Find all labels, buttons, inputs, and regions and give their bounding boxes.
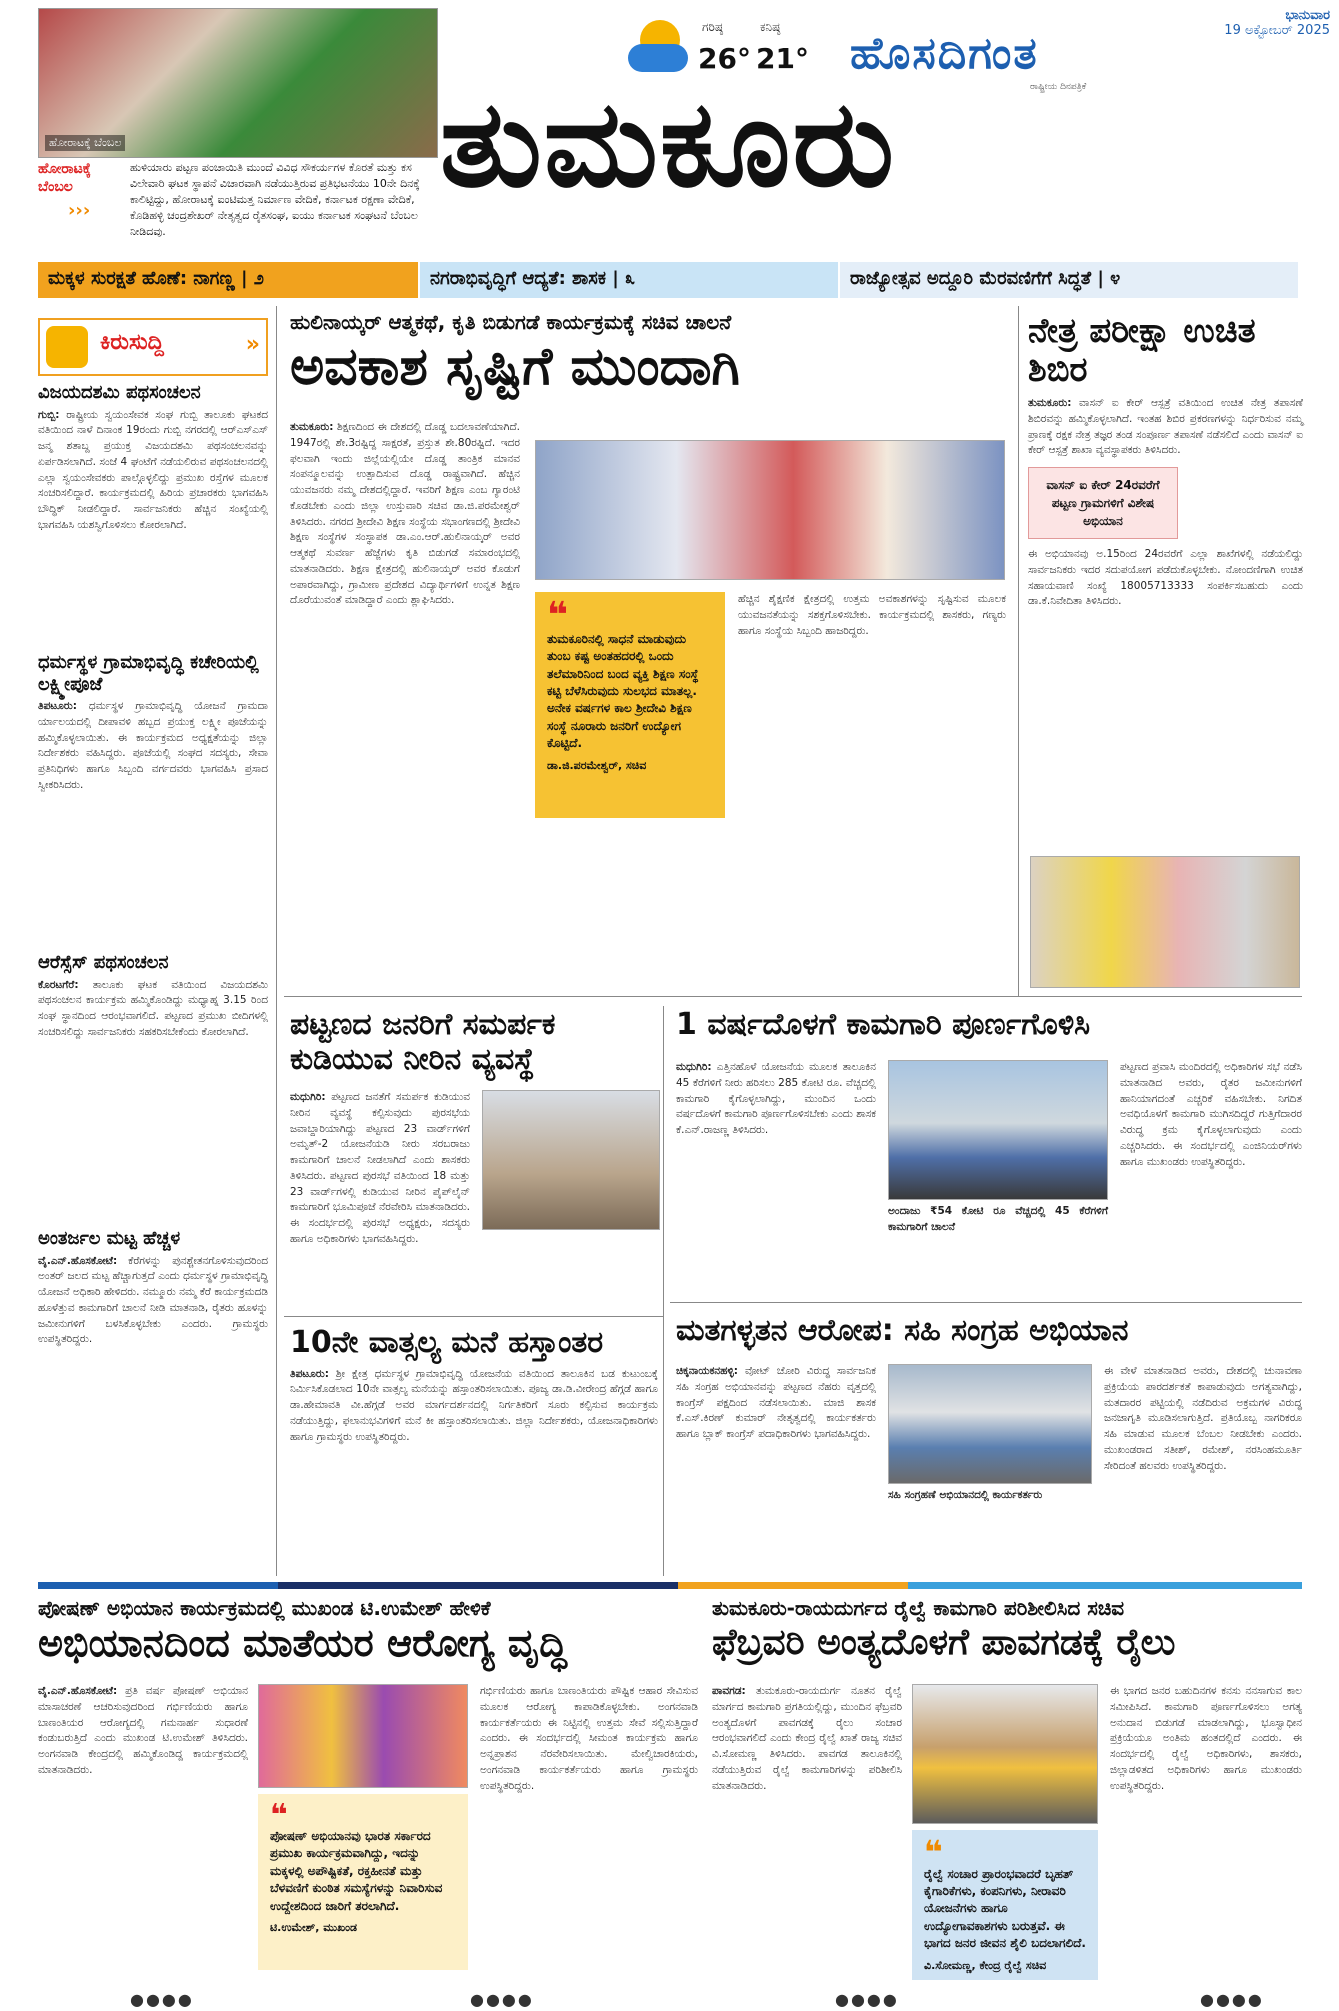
eye-photo (1030, 856, 1300, 988)
rail-kicker: ತುಮಕೂರು-ರಾಯದುರ್ಗದ ರೈಲ್ವೆ ಕಾಮಗಾರಿ ಪರಿಶೀಲಿಸಿದ ಸಚಿವ (712, 1596, 1125, 1620)
rail-photo (912, 1684, 1098, 1824)
divider-bar (678, 1582, 908, 1589)
brief-dateline: ತಿಪಟೂರು: (38, 700, 77, 713)
section-rule (284, 996, 1302, 997)
index-strip (38, 262, 1300, 298)
works-dateline: ಮಧುಗಿರಿ: (676, 1061, 712, 1073)
kiru-suddi-banner (38, 318, 268, 376)
brief-3 (38, 952, 268, 1041)
eye-text-1: ವಾಸನ್ ಐ ಕೇರ್ ಆಸ್ಪತ್ರೆ ವತಿಯಿಂದ ಉಚಿತ ನೇತ್ರ ತಪಾಸಣೆ ಶಿಬಿರವನ್ನು ಹಮ್ಮಿಕೊಳ್ಳಲಾಗಿದೆ. ಇಂತಹ ಶಿಬಿರ ಪ್ರಕರಣಗಳನ್ನು ನಿರ್ಧರಿಸುವ ನಮ್ಮ ಪ್ರಾಣಕ್ಕೆ ರಕ್ಷಕ ನೇತ್ರ ತಜ್ಞರ ತಂಡ ಸಂಪೂರ್ಣ ತಪಾಸಣೆ ನಡೆಸಲಿದೆ ಎಂದು ವಾಸನ್ ಐ ಕೇರ್ ಆಸ್ಪತ್ರೆ ಶಾಖಾ ವ್ಯವಸ್ಥಾಪಕರು ತಿಳಿಸಿದರು. (1028, 397, 1304, 457)
rail-dateline: ಪಾವಗಡ: (712, 1685, 746, 1697)
works-col-1 (676, 1060, 876, 1139)
rail-text-1: ತುಮಕೂರು-ರಾಯದುರ್ಗ ನೂತನ ರೈಲ್ವೆ ಮಾರ್ಗದ ಕಾಮಗಾರಿ ಪ್ರಗತಿಯಲ್ಲಿದ್ದು, ಮುಂದಿನ ಫೆಬ್ರವರಿ ಅಂತ್ಯದೊಳಗೆ ಪಾವಗಡಕ್ಕೆ ರೈಲು ಸಂಚಾರ ಆರಂಭವಾಗಲಿದೆ ಎಂದು ಕೇಂದ್ರ ರೈಲ್ವೆ ಖಾತೆ ರಾಜ್ಯ ಸಚಿವ ವಿ.ಸೋಮಣ್ಣ ತಿಳಿಸಿದರು. ಪಾವಗಡ ತಾಲೂಕಿನಲ್ಲಿ ನಡೆಯುತ್ತಿರುವ ರೈಲ್ವೆ ಕಾಮಗಾರಿಗಳನ್ನು ಪರಿಶೀಲಿಸಿ ಮಾತನಾಡಿದರು. (712, 1685, 903, 1792)
max-temp: 26° (698, 42, 751, 75)
works-col-3 (1120, 1060, 1302, 1170)
cloud-icon (628, 44, 688, 72)
index-item-2[interactable]: ನಗರಾಭಿವೃದ್ಧಿಗೆ ಆದ್ಯತೆ: ಶಾಸಕ | ೩ (420, 262, 840, 298)
quote-mark-icon: ❝ (924, 1833, 943, 1871)
poshan-photo (258, 1684, 468, 1788)
lead-quote-author: ಡಾ.ಜಿ.ಪರಮೇಶ್ವರ್, ಸಚಿವ (547, 758, 647, 772)
divider-bar (908, 1582, 1302, 1589)
quote-mark-icon: ❝ (547, 595, 569, 636)
teaser-text: ಹುಳಿಯಾರು ಪಟ್ಟಣ ಪಂಚಾಯಿತಿ ಮುಂದೆ ವಿವಿಧ ಸೌಕರ್ಯಗಳ ಕೊರತೆ ಮತ್ತು ಕಸ ವಿಲೇವಾರಿ ಘಟಕ ಸ್ಥಾಪನೆ ವಿಚಾರವಾಗಿ ನಡೆಯುತ್ತಿರುವ ಪ್ರತಿಭಟನೆಯು 10ನೇ ದಿನಕ್ಕೆ ಕಾಲಿಟ್ಟಿದ್ದು, ಹೋರಾಟಕ್ಕೆ ಐಂಟಿಮತ್ತ ನಿರ್ಮಾಣ ವೇದಿಕೆ, ಕರ್ನಾಟಕ ರಕ್ಷಣಾ ವೇದಿಕೆ, ಕೊಡಿಹಳ್ಳಿ ಚಂದ್ರಶೇಖರ್ ನೇತೃತ್ವದ ರೈತಸಂಘ, ಐಯು ಕರ್ನಾಟಕ ಸಂಘಟನೆ ಬೆಂಬಲ ನೀಡಿದವು. (130, 161, 420, 238)
lead-kicker: ಹುಲಿನಾಯ್ಕರ್ ಆತ್ಮಕಥೆ, ಕೃತಿ ಬಿಡುಗಡೆ ಕಾರ್ಯಕ್ರಮಕ್ಕೆ ಸಚಿವ ಚಾಲನೆ (290, 310, 732, 334)
max-temp-label: ಗರಿಷ್ಠ (702, 20, 723, 34)
lead-text-2: ನಗರದ ಶ್ರೀದೇವಿ ಶಿಕ್ಷಣ ಸಂಸ್ಥೆಯ ಸಭಾಂಗಣದಲ್ಲಿ ಶ್ರೀದೇವಿ ಶಿಕ್ಷಣ ಸಂಸ್ಥೆಗಳ ಸಂಸ್ಥಾಪಕ ಡಾ.ಎಂ.ಆರ್.ಹುಲಿನಾಯ್ಕರ್ ಅವರ ಆತ್ಮಕಥೆ ಸುವರ್ಣ ಹೆಜ್ಜೆಗಳು ಕೃತಿ ಬಿಡುಗಡೆ ಸಮಾರಂಭದಲ್ಲಿ ಮಾತನಾಡಿದರು. ಶಿಕ್ಷಣ ಕ್ಷೇತ್ರದಲ್ಲಿ ಹುಲಿನಾಯ್ಕರ್ ಅವರ ಕೊಡುಗೆ ಅಪಾರವಾಗಿದ್ದು, ಗ್ರಾಮೀಣ ಪ್ರದೇಶದ ವಿದ್ಯಾರ್ಥಿಗಳಿಗೆ ಉನ್ನತ ಶಿಕ್ಷಣ ದೊರೆಯುವಂತೆ ಮಾಡಿದ್ದಾರೆ ಎಂದು ಶ್ಲಾಘಿಸಿದರು. (290, 515, 520, 607)
vote-caption: ಸಹಿ ಸಂಗ್ರಹಣೆ ಅಭಿಯಾನದಲ್ಲಿ ಕಾರ್ಯಕರ್ತರು (888, 1489, 1043, 1501)
weekday: ಭಾನುವಾರ (1285, 8, 1330, 23)
kiru-suffix: ಸುದ್ದಿ (128, 330, 164, 355)
rail-quote-author: ವಿ.ಸೋಮಣ್ಣ, ಕೇಂದ್ರ ರೈಲ್ವೆ ಸಚಿವ (924, 1958, 1047, 1972)
vote-text-1: ವೋಟ್ ಚೋರಿ ವಿರುದ್ಧ ಸಾರ್ವಜನಿಕ ಸಹಿ ಸಂಗ್ರಹ ಅಭಿಯಾನವನ್ನು ಪಟ್ಟಣದ ನೆಹರು ವೃತ್ತದಲ್ಲಿ ಕಾಂಗ್ರೆಸ್ ಪಕ್ಷದಿಂದ ನಡೆಸಲಾಯಿತು. ಮಾಜಿ ಶಾಸಕ ಕೆ.ಎಸ್.ಕಿರಣ್ ಕುಮಾರ್ ನೇತೃತ್ವದಲ್ಲಿ ಕಾರ್ಯಕರ್ತರು ಹಾಗೂ ಬ್ಲಾಕ್ ಕಾಂಗ್ರೆಸ್ ಪದಾಧಿಕಾರಿಗಳು ಭಾಗವಹಿಸಿದ್ದರು. (676, 1365, 877, 1440)
vote-col-3 (1104, 1364, 1302, 1474)
lead-quote (535, 592, 725, 818)
water-headline: ಪಟ್ಟಣದ ಜನರಿಗೆ ಸಮರ್ಪಕ ಕುಡಿಯುವ ನೀರಿನ ವ್ಯವಸ್ಥೆ (290, 1007, 556, 1077)
brief-text: ರಾಷ್ಟ್ರೀಯ ಸ್ವಯಂಸೇವಕ ಸಂಘ ಗುಬ್ಬಿ ತಾಲೂಕು ಘಟಕದ ವತಿಯಿಂದ ನಾಳೆ ದಿನಾಂಕ 19ರಂದು ಗುಬ್ಬಿ ನಗರದಲ್ಲಿ ಆರ್‌ಎಸ್‌ಎಸ್ ಜನ್ಮ ಶತಾಬ್ದ ಪ್ರಯುಕ್ತ ವಿಜಯದಶಮಿ ಪಥಸಂಚಲನವನ್ನು ಏರ್ಪಡಿಸಲಾಗಿದೆ. ಸಂಜೆ 4 ಘಂಟೆಗೆ ನಡೆಯಲಿರುವ ಪಥಸಂಚಲನದಲ್ಲಿ ಎಲ್ಲಾ ಸ್ವಯಂಸೇವಕರು ಪಾಲ್ಗೊಳ್ಳಲಿದ್ದು ಪ್ರಮುಖ ರಸ್ತೆಗಳ ಮೂಲಕ ಸಂಚರಿಸಲಿದ್ದಾರೆ. ಕಾರ್ಯಕ್ರಮದಲ್ಲಿ ಹಿರಿಯ ಪ್ರಚಾರಕರು ಭಾಗವಹಿಸಿ ಬೌದ್ಧಿಕ್ ನೀಡಲಿದ್ದಾರೆ. ಸಾರ್ವಜನಿಕರು ಹೆಚ್ಚಿನ ಸಂಖ್ಯೆಯಲ್ಲಿ ಭಾಗವಹಿಸಿ ಯಶಸ್ವಿಗೊಳಿಸಲು ಕೋರಲಾಗಿದೆ. (38, 408, 268, 531)
home-story (290, 1326, 658, 1445)
lead-text-3: ಹೆಚ್ಚಿನ ಶೈಕ್ಷಣಿಕ ಕ್ಷೇತ್ರದಲ್ಲಿ ಉತ್ತಮ ಅವಕಾಶಗಳನ್ನು ಸೃಷ್ಟಿಸುವ ಮೂಲಕ ಯುವಜನತೆಯನ್ನು ಸಶಕ್ತಗೊಳಿಸಬೇಕು. ಕಾರ್ಯಕ್ರಮದಲ್ಲಿ ಶಾಸಕರು, ಗಣ್ಯರು ಹಾಗೂ ಸಂಸ್ಥೆಯ ಸಿಬ್ಬಂದಿ ಹಾಜರಿದ್ದರು. (738, 593, 1006, 637)
lead-text-1: ಶಿಕ್ಷಣದಿಂದ ಈ ದೇಶದಲ್ಲಿ ದೊಡ್ಡ ಬದಲಾವಣೆಯಾಗಿದೆ. 1947ರಲ್ಲಿ ಶೇ.3ರಷ್ಟಿದ್ದ ಸಾಕ್ಷರತೆ, ಪ್ರಸ್ತುತ ಶೇ.80ರಷ್ಟಿದೆ. ಇದರ ಫಲವಾಗಿ ಇಂದು ಜಿಲ್ಲೆಯಲ್ಲಿಯೇ ದೊಡ್ಡ ತಾಂತ್ರಿಕ ಮಾನವ ಸಂಪನ್ಮೂಲವನ್ನು ಉತ್ಪಾದಿಸುವ ದೊಡ್ಡ ರಾಷ್ಟ್ರವಾಗಿದೆ. ಹೆಚ್ಚಿನ ಯುವಜನರು ನಮ್ಮ ದೇಶದಲ್ಲಿದ್ದಾರೆ. ಇವರಿಗೆ ಶಿಕ್ಷಣ ಎಂಬ ಗ್ಯಾರಂಟಿ ಕೊಡಬೇಕು ಎಂದು ಜಿಲ್ಲಾ ಉಸ್ತುವಾರಿ ಸಚಿವ ಡಾ.ಜಿ.ಪರಮೇಶ್ವರ್ ತಿಳಿಸಿದರು. (290, 421, 520, 528)
lead-col-1 (290, 420, 520, 609)
rail-col-1 (712, 1684, 902, 1794)
eye-badge: ವಾಸನ್ ಐ ಕೇರ್ 24ರವರೆಗೆ ಪಟ್ಟಣ ಗ್ರಾಮಗಳಿಗೆ ವಿಶೇಷ ಅಭಿಯಾನ (1028, 467, 1178, 539)
column-rule (663, 1006, 664, 1576)
water-dateline: ಮಧುಗಿರಿ: (290, 1091, 326, 1103)
brief-dateline: ವೈ.ಎನ್.ಹೊಸಕೋಟೆ: (38, 1254, 118, 1267)
brand-logo: ಹೊಸದಿಗಂತ (850, 28, 1039, 79)
vote-headline: ಮತಗಳ್ಳತನ ಆರೋಪ: ಸಹಿ ಸಂಗ್ರಹ ಅಭಿಯಾನ (676, 1313, 1129, 1348)
brief-dateline: ಕೊರಟಗೆರೆ: (38, 978, 79, 991)
brief-4 (38, 1228, 268, 1348)
section-rule (284, 1316, 664, 1317)
brand-subtitle: ರಾಷ್ಟ್ರೀಯ ದಿನಪತ್ರಿಕೆ (1030, 82, 1087, 92)
rail-col-3 (1110, 1684, 1302, 1794)
section-rule (670, 1302, 1302, 1303)
min-temp-label: ಕನಿಷ್ಠ (760, 20, 781, 34)
photo-caption: ಹೋರಾಟಕ್ಕೆ ಬೆಂಬಲ (45, 135, 125, 151)
registration-marks: ●●●● (130, 1990, 194, 2009)
registration-marks: ●●●● (835, 1990, 899, 2009)
registration-marks: ●●●● (1200, 1990, 1264, 2009)
lead-photo (535, 440, 1005, 580)
eye-dateline: ತುಮಕೂರು: (1028, 397, 1072, 410)
brief-headline: ಧರ್ಮಸ್ಥಳ ಗ್ರಾಮಾಭಿವೃದ್ಧಿ ಕಚೇರಿಯಲ್ಲಿ ಲಕ್ಷ್ಮೀಪೂಜೆ (38, 652, 259, 695)
water-story (290, 1008, 658, 1077)
home-dateline: ತಿಪಟೂರು: (290, 1367, 329, 1380)
brief-dateline: ಗುಬ್ಬಿ: (38, 408, 60, 421)
vote-text-2: ಈ ವೇಳೆ ಮಾತನಾಡಿದ ಅವರು, ದೇಶದಲ್ಲಿ ಚುನಾವಣಾ ಪ್ರಕ್ರಿಯೆಯ ಪಾರದರ್ಶಕತೆ ಕಾಪಾಡುವುದು ಅಗತ್ಯವಾಗಿದ್ದು, ಮತದಾರರ ಪಟ್ಟಿಯಲ್ಲಿ ನಡೆದಿರುವ ಅಕ್ರಮಗಳ ವಿರುದ್ಧ ಜನಜಾಗೃತಿ ಮೂಡಿಸಲಾಗುತ್ತಿದೆ. ಪ್ರತಿಯೊಬ್ಬ ನಾಗರಿಕರೂ ಸಹಿ ಮಾಡುವ ಮೂಲಕ ಬೆಂಬಲ ನೀಡಬೇಕು ಎಂದರು. ಮುಖಂಡರಾದ ಸತೀಶ್, ರಮೇಶ್, ನರಸಿಂಹಮೂರ್ತಿ ಸೇರಿದಂತೆ ಹಲವರು ಉಪಸ್ಥಿತರಿದ್ದರು. (1104, 1365, 1302, 1472)
poshan-text-2: ಗರ್ಭಿಣಿಯರು ಹಾಗೂ ಬಾಣಂತಿಯರು ಪೌಷ್ಟಿಕ ಆಹಾರ ಸೇವಿಸುವ ಮೂಲಕ ಆರೋಗ್ಯ ಕಾಪಾಡಿಕೊಳ್ಳಬೇಕು. ಅಂಗನವಾಡಿ ಕಾರ್ಯಕರ್ತೆಯರು ಈ ನಿಟ್ಟಿನಲ್ಲಿ ಉತ್ತಮ ಸೇವೆ ಸಲ್ಲಿಸುತ್ತಿದ್ದಾರೆ ಎಂದರು. ಈ ಸಂದರ್ಭದಲ್ಲಿ ಸೀಮಂತ ಕಾರ್ಯಕ್ರಮ ಹಾಗೂ ಅನ್ನಪ್ರಾಶನ ನೆರವೇರಿಸಲಾಯಿತು. ಮೇಲ್ವಿಚಾರಕಿಯರು, ಅಂಗನವಾಡಿ ಕಾರ್ಯಕರ್ತೆಯರು ಹಾಗೂ ಗ್ರಾಮಸ್ಥರು ಉಪಸ್ಥಿತರಿದ್ದರು. (480, 1685, 698, 1792)
vote-story (676, 1314, 1302, 1349)
column-rule (276, 306, 277, 1576)
column-rule (1018, 306, 1019, 996)
rail-headline: ಫೆಬ್ರವರಿ ಅಂತ್ಯದೊಳಗೆ ಪಾವಗಡಕ್ಕೆ ರೈಲು (712, 1622, 1176, 1663)
rail-story (712, 1596, 1302, 1663)
date-block (1160, 8, 1330, 38)
works-text-1: ಎತ್ತಿನಹೊಳೆ ಯೋಜನೆಯ ಮೂಲಕ ತಾಲೂಕಿನ 45 ಕೆರೆಗಳಿಗೆ ನೀರು ಹರಿಸಲು 285 ಕೋಟಿ ರೂ. ವೆಚ್ಚದಲ್ಲಿ ಕಾಮಗಾರಿ ಕೈಗೊಳ್ಳಲಾಗಿದ್ದು, ಮುಂದಿನ ಒಂದು ವರ್ಷದೊಳಗೆ ಕಾಮಗಾರಿ ಪೂರ್ಣಗೊಳಿಸಬೇಕು ಎಂದು ಶಾಸಕ ಕೆ.ಎನ್.ರಾಜಣ್ಣ ತಿಳಿಸಿದರು. (676, 1061, 877, 1136)
brief-text: ಧರ್ಮಸ್ಥಳ ಗ್ರಾಮಾಭಿವೃದ್ಧಿ ಯೋಜನೆ ಗ್ರಾಮದಾ ರ್ಯಾಲಯದಲ್ಲಿ ದೀಪಾವಳಿ ಹಬ್ಬದ ಪ್ರಯುಕ್ತ ಲಕ್ಷ್ಮೀ ಪೂಜೆಯನ್ನು ಹಮ್ಮಿಕೊಳ್ಳಲಾಯಿತು. ಈ ಕಾರ್ಯಕ್ರಮದ ಅಧ್ಯಕ್ಷತೆಯನ್ನು ಜಿಲ್ಲಾ ನಿರ್ದೇಶಕರು ವಹಿಸಿದ್ದರು. ಪೂಜೆಯಲ್ಲಿ ಸಂಘದ ಸದಸ್ಯರು, ಸೇವಾ ಪ್ರತಿನಿಧಿಗಳು ಹಾಗೂ ಸಿಬ್ಬಂದಿ ವರ್ಗದವರು ಭಾಗವಹಿಸಿ ಪ್ರಸಾದ ಸ್ವೀಕರಿಸಿದರು. (38, 700, 268, 791)
index-item-3[interactable]: ರಾಜ್ಯೋತ್ಸವ ಅದ್ದೂರಿ ಮೆರವಣಿಗೆಗೆ ಸಿದ್ಧತೆ | ೪ (840, 262, 1300, 298)
home-headline: 10ನೇ ವಾತ್ಸಲ್ಯ ಮನೆ ಹಸ್ತಾಂತರ (290, 1325, 604, 1360)
brief-headline: ವಿಜಯದಶಮಿ ಪಥಸಂಚಲನ (38, 382, 201, 403)
lead-dateline: ತುಮಕೂರು: (290, 421, 334, 433)
teaser-arrows-icon: ››› (68, 200, 91, 221)
brief-text: ಕೆರೆಗಳನ್ನು ಪುನಶ್ಚೇತನಗೊಳಿಸುವುದರಿಂದ ಅಂತರ್ ಜಲದ ಮಟ್ಟ ಹೆಚ್ಚಾಗುತ್ತದೆ ಎಂದು ಧರ್ಮಸ್ಥಳ ಗ್ರಾಮಾಭಿವೃದ್ಧಿ ಯೋಜನೆ ಅಧಿಕಾರಿ ಹೇಳಿದರು. ನಮ್ಮೂರು ನಮ್ಮ ಕೆರೆ ಕಾರ್ಯಕ್ರಮದಡಿ ಹೂಳೆತ್ತುವ ಕಾಮಗಾರಿಗೆ ಚಾಲನೆ ನೀಡಿ ಮಾತನಾಡಿ, ರೈತರು ಹೂಳನ್ನು ಜಮೀನುಗಳಿಗೆ ಬಳಸಿಕೊಳ್ಳಬೇಕು ಎಂದರು. ಗ್ರಾಮಸ್ಥರು ಉಪಸ್ಥಿತರಿದ್ದರು. (38, 1254, 268, 1346)
rail-quote (912, 1830, 1098, 1980)
chevron-right-icon: » (245, 332, 260, 357)
issue-date: 19 ಅಕ್ಟೋಬರ್ 2025 (1224, 23, 1330, 38)
quote-mark-icon: ❝ (270, 1798, 288, 1833)
works-story (676, 1008, 1302, 1043)
works-text-2: ಪಟ್ಟಣದ ಪ್ರವಾಸಿ ಮಂದಿರದಲ್ಲಿ ಅಧಿಕಾರಿಗಳ ಸಭೆ ನಡೆಸಿ ಮಾತನಾಡಿದ ಅವರು, ರೈತರ ಜಮೀನುಗಳಿಗೆ ಹಾನಿಯಾಗದಂತೆ ಎಚ್ಚರಿಕೆ ವಹಿಸಬೇಕು. ನಿಗದಿತ ಅವಧಿಯೊಳಗೆ ಕಾಮಗಾರಿ ಮುಗಿಸದಿದ್ದರೆ ಗುತ್ತಿಗೆದಾರರ ವಿರುದ್ಧ ಕ್ರಮ ಕೈಗೊಳ್ಳಲಾಗುವುದು ಎಂದು ಎಚ್ಚರಿಸಿದರು. ಈ ಸಂದರ್ಭದಲ್ಲಿ ಎಂಜಿನಿಯರ್‌ಗಳು ಹಾಗೂ ಮುಖಂಡರು ಉಪಸ್ಥಿತರಿದ್ದರು. (1120, 1061, 1302, 1168)
brief-1 (38, 382, 268, 534)
poshan-quote (258, 1794, 468, 1970)
vote-dateline: ಚಿಕ್ಕನಾಯಕನಹಳ್ಳಿ: (676, 1365, 738, 1377)
brief-headline: ಅಂತರ್ಜಲ ಮಟ್ಟ ಹೆಚ್ಚಳ (38, 1228, 181, 1249)
teaser-tag: ಹೋರಾಟಕ್ಕೆ ಬೆಂಬಲ (38, 161, 91, 196)
rail-quote-text: ರೈಲ್ವೆ ಸಂಚಾರ ಪ್ರಾರಂಭವಾದರೆ ಬೃಹತ್ ಕೈಗಾರಿಕೆಗಳು, ಕಂಪನಿಗಳು, ನೀರಾವರಿ ಯೋಜನೆಗಳು ಹಾಗೂ ಉದ್ಯೋಗಾವಕಾಶಗಳು ಬರುತ್ತವೆ. ಈ ಭಾಗದ ಜನರ ಜೀವನ ಶೈಲಿ ಬದಲಾಗಲಿದೆ. (924, 1866, 1086, 1951)
weather-widget (620, 14, 820, 84)
poshan-story (38, 1596, 698, 1666)
poshan-kicker: ಪೋಷಣ್ ಅಭಿಯಾನ ಕಾರ್ಯಕ್ರಮದಲ್ಲಿ ಮುಖಂಡ ಟಿ.ಉಮೇಶ್ ಹೇಳಿಕೆ (38, 1596, 491, 1620)
brief-headline: ಆರೆಸ್ಸೆಸ್ ಪಥಸಂಚಲನ (38, 952, 169, 973)
brief-2 (38, 652, 268, 794)
home-text: ಶ್ರೀ ಕ್ಷೇತ್ರ ಧರ್ಮಸ್ಥಳ ಗ್ರಾಮಾಭಿವೃದ್ಧಿ ಯೋಜನೆಯ ವತಿಯಿಂದ ತಾಲೂಕಿನ ಬಡ ಕುಟುಂಬಕ್ಕೆ ನಿರ್ಮಿಸಿಕೊಡಲಾದ 10ನೇ ವಾತ್ಸಲ್ಯ ಮನೆಯನ್ನು ಹಸ್ತಾಂತರಿಸಲಾಯಿತು. ಪೂಜ್ಯ ಡಾ.ಡಿ.ವೀರೇಂದ್ರ ಹೆಗ್ಗಡೆ ಹಾಗೂ ಡಾ.ಹೇಮಾವತಿ ವೀ.ಹೆಗ್ಗಡೆ ಅವರ ಮಾರ್ಗದರ್ಶನದಲ್ಲಿ ನಿರ್ಗತಿಕರಿಗೆ ಸೂರು ಕಲ್ಪಿಸುವ ಕಾರ್ಯಕ್ರಮ ನಡೆಯುತ್ತಿದ್ದು, ಫಲಾನುಭವಿಗಳಿಗೆ ಮನೆ ಕೀ ಹಸ್ತಾಂತರಿಸಲಾಯಿತು. ಜಿಲ್ಲಾ ನಿರ್ದೇಶಕರು, ಯೋಜನಾಧಿಕಾರಿಗಳು ಹಾಗೂ ಗ್ರಾಮಸ್ಥರು ಉಪಸ್ಥಿತರಿದ್ದರು. (290, 1367, 658, 1443)
lead-headline: ಅವಕಾಶ ಸೃಷ್ಟಿಗೆ ಮುಂದಾಗಿ (290, 337, 740, 397)
works-photo (888, 1060, 1108, 1200)
brief-text: ತಾಲೂಕು ಘಟಕ ವತಿಯಿಂದ ವಿಜಯದಶಮಿ ಪಥಸಂಚಲನ ಕಾರ್ಯಕ್ರಮ ಹಮ್ಮಿಕೊಂಡಿದ್ದು ಮಧ್ಯಾಹ್ನ 3.15 ರಿಂದ ಸಂಘ ಸ್ಥಾನದಿಂದ ಆರಂಭವಾಗಲಿದೆ. ಪಟ್ಟಣದ ಪ್ರಮುಖ ಬೀದಿಗಳಲ್ಲಿ ಸಂಚರಿಸಲಿದ್ದು ಸಾರ್ವಜನಿಕರು ಸಹಕರಿಸಬೇಕೆಂದು ಕೋರಲಾಗಿದೆ. (38, 978, 268, 1038)
poshan-text-1: ಪ್ರತಿ ವರ್ಷ ಪೋಷಣ್ ಅಭಿಯಾನ ಮಾಸಾಚರಣೆ ಆಚರಿಸುವುದರಿಂದ ಗರ್ಭಿಣಿಯರು ಹಾಗೂ ಬಾಣಂತಿಯರ ಆರೋಗ್ಯದಲ್ಲಿ ಗಮನಾರ್ಹ ಸುಧಾರಣೆ ಕಂಡುಬರುತ್ತಿದೆ ಎಂದು ಮುಖಂಡ ಟಿ.ಉಮೇಶ್ ತಿಳಿಸಿದರು. ಅಂಗನವಾಡಿ ಕೇಂದ್ರದಲ್ಲಿ ಹಮ್ಮಿಕೊಂಡಿದ್ದ ಕಾರ್ಯಕ್ರಮದಲ್ಲಿ ಮಾತನಾಡಿದರು. (38, 1685, 248, 1776)
min-temp: 21° (756, 42, 809, 75)
vote-col-1 (676, 1364, 876, 1443)
eye-headline: ನೇತ್ರ ಪರೀಕ್ಷಾ ಉಚಿತ ಶಿಬಿರ (1028, 311, 1256, 391)
eye-camp-story (1028, 312, 1303, 610)
poshan-dateline: ವೈ.ಎನ್.ಹೊಸಕೋಟೆ: (38, 1685, 118, 1697)
poshan-quote-author: ಟಿ.ಉಮೇಶ್, ಮುಖಂಡ (270, 1920, 358, 1934)
poshan-col-3 (480, 1684, 698, 1794)
masthead-title: ತುಮಕೂರು (440, 75, 897, 214)
teaser (38, 160, 438, 260)
eye-text-2: ಈ ಅಭಿಯಾನವು ಅ.15ರಿಂದ 24ರವರೆಗೆ ಎಲ್ಲಾ ಶಾಖೆಗಳಲ್ಲಿ ನಡೆಯಲಿದ್ದು ಸಾರ್ವಜನಿಕರು ಇದರ ಸದುಪಯೋಗ ಪಡೆದುಕೊಳ್ಳಬೇಕು. ನೋಂದಣಿಗಾಗಿ ಉಚಿತ ಸಹಾಯವಾಣಿ ಸಂಖ್ಯೆ 18005713333 ಸಂಪರ್ಕಿಸಬಹುದು ಎಂದು ಡಾ.ಕೆ.ನಿವೇದಿತಾ ತಿಳಿಸಿದರು. (1028, 548, 1303, 608)
vote-photo (888, 1364, 1092, 1484)
divider-bar (38, 1582, 278, 1589)
kiru-prefix: ಕಿರು (100, 330, 129, 355)
works-caption: ಅಂದಾಜು ₹54 ಕೋಟಿ ರೂ ವೆಚ್ಚದಲ್ಲಿ 45 ಕೆರೆಗಳಿಗೆ ಕಾಮಗಾರಿಗೆ ಚಾಲನೆ (888, 1205, 1108, 1233)
index-item-1[interactable]: ಮಕ್ಕಳ ಸುರಕ್ಷತೆ ಹೊಣೆ: ನಾಗಣ್ಣ | ೨ (38, 262, 420, 298)
masthead-photo (38, 8, 438, 158)
water-col (290, 1090, 470, 1248)
megaphone-icon (46, 326, 88, 368)
water-text: ಪಟ್ಟಣದ ಜನತೆಗೆ ಸಮರ್ಪಕ ಕುಡಿಯುವ ನೀರಿನ ವ್ಯವಸ್ಥೆ ಕಲ್ಪಿಸುವುದು ಪುರಸಭೆಯ ಜವಾಬ್ದಾರಿಯಾಗಿದ್ದು ಪಟ್ಟಣದ 23 ವಾರ್ಡ್‌ಗಳಿಗೆ ಅಮೃತ್-2 ಯೋಜನೆಯಡಿ ನೀರು ಸರಬರಾಜು ಕಾಮಗಾರಿಗೆ ಚಾಲನೆ ನೀಡಲಾಗಿದೆ ಎಂದು ಶಾಸಕರು ತಿಳಿಸಿದರು. ಪಟ್ಟಣದ ಪುರಸಭೆ ವತಿಯಿಂದ 18 ಮತ್ತು 23 ವಾರ್ಡ್‌ಗಳಲ್ಲಿ ಕುಡಿಯುವ ನೀರಿನ ಪೈಪ್‌ಲೈನ್ ಕಾಮಗಾರಿಗೆ ಭೂಮಿಪೂಜೆ ನೆರವೇರಿಸಿ ಮಾತನಾಡಿದರು. ಈ ಸಂದರ್ಭದಲ್ಲಿ ಪುರಸಭೆ ಅಧ್ಯಕ್ಷರು, ಸದಸ್ಯರು ಹಾಗೂ ಅಧಿಕಾರಿಗಳು ಭಾಗವಹಿಸಿದ್ದರು. (290, 1091, 470, 1245)
lead-story (290, 310, 1010, 395)
poshan-col-1 (38, 1684, 248, 1779)
poshan-quote-text: ಪೋಷಣ್ ಅಭಿಯಾನವು ಭಾರತ ಸರ್ಕಾರದ ಪ್ರಮುಖ ಕಾರ್ಯಕ್ರಮವಾಗಿದ್ದು, ಇದನ್ನು ಮಕ್ಕಳಲ್ಲಿ ಅಪೌಷ್ಟಿಕತೆ, ರಕ್ತಹೀನತೆ ಮತ್ತು ಬೆಳವಣಿಗೆ ಕುಂಠಿತ ಸಮಸ್ಯೆಗಳನ್ನು ನಿವಾರಿಸುವ ಉದ್ದೇಶದಿಂದ ಜಾರಿಗೆ ತರಲಾಗಿದೆ. (270, 1829, 443, 1913)
divider-bar (278, 1582, 678, 1589)
lead-col-3 (738, 592, 1006, 639)
lead-quote-text: ತುಮಕೂರಿನಲ್ಲಿ ಸಾಧನೆ ಮಾಡುವುದು ತುಂಬ ಕಷ್ಟ ಅಂತಹದರಲ್ಲಿ ಒಂದು ತಲೆಮಾರಿನಿಂದ ಬಂದ ವ್ಯಕ್ತಿ ಶಿಕ್ಷಣ ಸಂಸ್ಥೆ ಕಟ್ಟಿ ಬೆಳೆಸಿರುವುದು ಸುಲಭದ ಮಾತಲ್ಲ. ಅನೇಕ ವರ್ಷಗಳ ಕಾಲ ಶ್ರೀದೇವಿ ಶಿಕ್ಷಣ ಸಂಸ್ಥೆ ನೂರಾರು ಜನರಿಗೆ ಉದ್ಯೋಗ ಕೊಟ್ಟಿದೆ. (547, 631, 699, 751)
poshan-headline: ಅಭಿಯಾನದಿಂದ ಮಾತೆಯರ ಆರೋಗ್ಯ ವೃದ್ಧಿ (38, 1621, 567, 1665)
rail-text-2: ಈ ಭಾಗದ ಜನರ ಬಹುದಿನಗಳ ಕನಸು ನನಸಾಗುವ ಕಾಲ ಸಮೀಪಿಸಿದೆ. ಕಾಮಗಾರಿ ಪೂರ್ಣಗೊಳಿಸಲು ಅಗತ್ಯ ಅನುದಾನ ಬಿಡುಗಡೆ ಮಾಡಲಾಗಿದ್ದು, ಭೂಸ್ವಾಧೀನ ಪ್ರಕ್ರಿಯೆಯೂ ಅಂತಿಮ ಹಂತದಲ್ಲಿದೆ ಎಂದರು. ಈ ಸಂದರ್ಭದಲ್ಲಿ ರೈಲ್ವೆ ಅಧಿಕಾರಿಗಳು, ಶಾಸಕರು, ಜಿಲ್ಲಾಡಳಿತದ ಅಧಿಕಾರಿಗಳು ಹಾಗೂ ಮುಖಂಡರು ಉಪಸ್ಥಿತರಿದ್ದರು. (1110, 1685, 1302, 1792)
works-headline: 1 ವರ್ಷದೊಳಗೆ ಕಾಮಗಾರಿ ಪೂರ್ಣಗೊಳಿಸಿ (676, 1007, 1091, 1042)
water-photo (482, 1090, 660, 1230)
registration-marks: ●●●● (470, 1990, 534, 2009)
